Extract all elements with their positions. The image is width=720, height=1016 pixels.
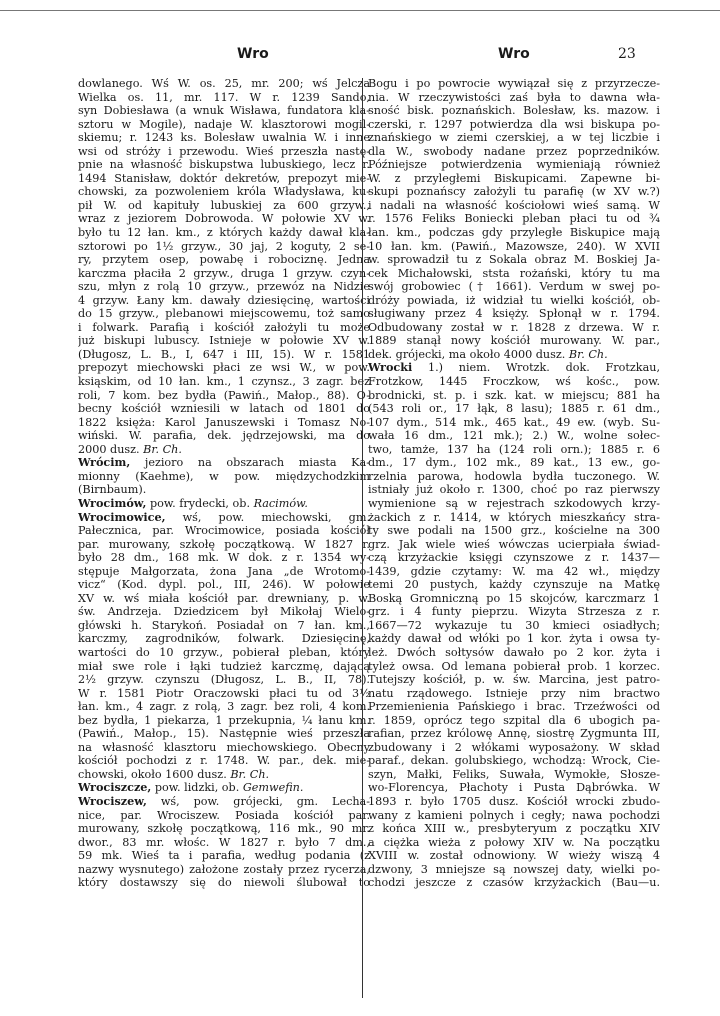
line-text: Tutejszy kościół, p. w. św. Marcina, jest patro-: [368, 673, 660, 687]
text-line: [78, 226, 370, 240]
text-line: [78, 361, 370, 375]
line-text: szu, młyn z rolą 10 grzyw., przewóz na Nidzie: [78, 280, 370, 294]
line-text: mionny (Kaehme), w pow. międzychodzkim: [78, 469, 370, 483]
line-text: 2½ grzyw. czynszu (Długosz, L. B., II, 78).: [78, 673, 370, 687]
line-text: jezioro na obszarach miasta Ka-: [130, 456, 370, 470]
text-line: [368, 321, 660, 335]
line-text: temi 20 pustych, każdy czynszuje na Matkę: [368, 578, 660, 592]
line-text: tyleż owsa. Od lemana pobierał prob. 1 korzec.: [368, 659, 660, 673]
text-line: [368, 876, 660, 890]
line-text: Wielka os. 11, mr. 117. W r. 1239 Sando,: [78, 90, 370, 104]
text-line: [368, 524, 660, 538]
text-line: [78, 375, 370, 389]
line-text: r. 1859, oprócz tego szpital dla 6 ubogich pa-: [368, 713, 660, 727]
text-line: [78, 768, 370, 782]
line-text: r. 1576 Feliks Boniecki pleban płaci tu od ¾: [368, 212, 660, 226]
text-line: [78, 836, 370, 850]
line-text: roli, 7 kom. bez bydła (Pawiń., Małop., 88). O-: [78, 388, 370, 402]
text-line: [368, 267, 660, 281]
line-text: swój grobowiec († 1661). Verdum w swej po-: [368, 280, 660, 294]
line-text: Bogu i po powrocie wywiązał się z przyrzecze-: [368, 77, 660, 90]
line-text: wała 16 dm., 121 mk.); 2.) W., wolne sołec-: [368, 429, 660, 443]
text-line: [368, 294, 660, 308]
text-line: [78, 118, 370, 132]
text-line: [78, 158, 370, 172]
author-signature: Br. Ch.: [568, 347, 608, 361]
line-text: pnie na własność biskupstwa lubuskiego, lecz r.: [78, 158, 370, 172]
line-text: a ciężka wieża z połowy XIV w. Na początku: [368, 835, 660, 849]
line-text: i folwark. Parafią i kościół założyli tu może: [78, 320, 370, 334]
line-text: par. murowany, szkołę początkową. W 1827 r.: [78, 537, 370, 551]
line-text: Późniejsze potwierdzenia wymieniają również: [368, 158, 660, 172]
line-text: dla W., swobody nadane przez poprzedników.: [368, 144, 660, 158]
text-line: [78, 348, 370, 362]
text-line: [368, 226, 660, 240]
author-signature: Racimów.: [253, 496, 308, 510]
text-line: [78, 795, 370, 809]
line-text: rzelnia parowa, hodowla bydła tuczonego. W.: [368, 469, 660, 483]
line-text: pił W. od kapituły lubuskiej za 600 grzyw.,: [78, 198, 370, 212]
author-signature: Br. Ch.: [143, 442, 182, 456]
line-text: chowski, około 1600 dusz.: [78, 767, 227, 781]
line-text: rafian, przez królowę Annę, siostrę Zygmunta III,: [368, 727, 660, 741]
text-line: [368, 456, 660, 470]
line-text: wsi od stróży i przewodu. Wieś przeszła nastę-: [78, 144, 370, 158]
entry-headword: Wrocimowice,: [78, 510, 166, 524]
text-line: [368, 497, 660, 511]
text-line: [368, 741, 660, 755]
text-line: [78, 443, 370, 457]
line-text: żackich z r. 1414, w których mieszkańcy stra-: [368, 510, 660, 524]
line-text: w. sprowadził tu z Sokala obraz M. Boskiej Ja-: [368, 253, 660, 267]
text-line: [368, 158, 660, 172]
line-text: Pałecznica, par. Wrocimowice, posiada kościół: [78, 524, 370, 538]
line-text: two, tamże, 137 ha (124 roli orn.); 1885 r. 6: [368, 442, 660, 456]
line-text: 1494 Stanisław, doktór dekretów, prepozyt mie-: [78, 171, 370, 185]
text-line: [78, 551, 370, 565]
line-text: i nadali na własność kościołowi wieś samą. W: [368, 198, 660, 212]
line-text: Przemienienia Pańskiego i brac. Trzeźwości od: [368, 700, 660, 714]
text-line: [368, 605, 660, 619]
text-line: [368, 863, 660, 877]
text-line: [78, 185, 370, 199]
text-line: [368, 77, 660, 91]
line-text: kościół pochodzi z r. 1748. W. par., dek. mie-: [78, 754, 370, 768]
line-text: 1822 księża: Karol Januszewski i Tomasz No-: [78, 415, 370, 429]
header-right-word: Wro: [498, 46, 530, 62]
text-line: [368, 118, 660, 132]
line-text: szyn, Małki, Feliks, Suwała, Wymokłe, Słosze-: [368, 767, 660, 781]
line-text: dek. grójecki, ma około 4000 dusz.: [368, 347, 566, 361]
right-column: [368, 77, 660, 890]
text-line: [368, 727, 660, 741]
line-text: 10 łan. km. (Pawiń., Mazowsze, 240). W XVII: [368, 239, 660, 253]
line-text: nazwy wysnutego) założone zostały przez rycerza,: [78, 862, 370, 876]
text-line: [368, 578, 660, 592]
text-line: [78, 538, 370, 552]
line-text: dwor., 83 mr. włośc. W 1827 r. było 7 dm.,: [78, 835, 370, 849]
text-line: [368, 809, 660, 823]
text-line: [368, 443, 660, 457]
text-line: [78, 212, 370, 226]
line-text: (Pawiń., Małop., 15). Następnie wieś przeszła: [78, 727, 370, 741]
line-text: dm., 17 dym., 102 mk., 89 kat., 13 ew., go-: [368, 456, 660, 470]
line-text: wany z kamieni polnych i cegły; nawa pochodzi: [368, 808, 660, 822]
line-text: W r. 1581 Piotr Oraczowski płaci tu od 3½: [78, 686, 370, 700]
text-line: [78, 321, 370, 335]
text-line: [368, 361, 660, 375]
line-text: nia. W rzeczywistości zaś była to dawna wła-: [368, 90, 660, 104]
line-text: chodzi jeszcze z czasów krzyżackich (Bau—u.: [368, 876, 660, 890]
line-text: paraf., dekan. golubskiego, wchodzą: Wrock, Cie-: [368, 754, 660, 768]
line-text: murowany, szkołę początkową, 116 mk., 90 mr.: [78, 822, 370, 836]
line-text: W. z przyległemi Biskupicami. Zapewne bi-: [368, 171, 660, 185]
text-line: [368, 781, 660, 795]
text-line: [78, 402, 370, 416]
entry-headword: Wrócim,: [78, 456, 131, 470]
text-line: [78, 605, 370, 619]
text-line: [368, 307, 660, 321]
text-line: [368, 551, 660, 565]
text-line: [78, 253, 370, 267]
text-line: [78, 687, 370, 701]
text-line: [368, 253, 660, 267]
text-line: [368, 429, 660, 443]
line-text: sługiwany przez 4 księży. Spłonął w r. 1794.: [368, 307, 660, 321]
line-text: sztorowi po 1½ grzyw., 30 jaj, 2 koguty, 2 se-: [78, 239, 370, 253]
line-text: czerski, r. 1297 potwierdza dla wsi biskupa po-: [368, 117, 660, 131]
line-text: 4 grzyw. Łany km. dawały dziesięcinę, wartości: [78, 293, 370, 307]
text-line: [78, 714, 370, 728]
text-line: [368, 280, 660, 294]
page-number: 23: [618, 46, 636, 62]
line-text: wartości do 10 grzyw., pobierał pleban, który: [78, 645, 370, 659]
text-line: [368, 131, 660, 145]
text-line: [78, 267, 370, 281]
text-line: [78, 863, 370, 877]
text-line: [78, 131, 370, 145]
entry-headword: Wrocki: [368, 361, 413, 375]
text-line: [78, 334, 370, 348]
line-text: wś, pow. grójecki, gm. Lecha-: [146, 794, 370, 808]
text-line: [78, 77, 370, 91]
text-line: [368, 511, 660, 525]
text-line: [368, 402, 660, 416]
text-line: [368, 849, 660, 863]
entry-headword: Wrocimów,: [78, 496, 147, 510]
line-text: karczma płaciła 2 grzyw., druga 1 grzyw. czyn-: [78, 266, 370, 280]
line-text: Frotzkow, 1445 Froczkow, wś kośc., pow.: [368, 375, 660, 389]
text-line: [78, 470, 370, 484]
line-text: wymienione są w rejestrach szkodowych krzy-: [368, 496, 660, 510]
text-line: [368, 836, 660, 850]
line-text: karczmy, zagrodników, folwark. Dziesięcinę,: [78, 632, 370, 646]
line-text: czą krzyżackie księgi czynszowe z r. 1437—: [368, 551, 660, 565]
text-line: [78, 578, 370, 592]
line-text: było tu 12 łan. km., z których każdy dawał kla-: [78, 226, 370, 240]
line-text: prepozyt miechowski płaci ze wsi W., w pow.: [78, 361, 370, 375]
text-line: [368, 416, 660, 430]
line-text: stępuje Małgorzata, żona Jana „de Wrotomo-: [78, 564, 370, 578]
text-line: [368, 619, 660, 633]
line-text: już biskupi lubuscy. Istnieje w połowie XV w.: [78, 334, 370, 348]
line-text: na własność klasztoru miechowskiego. Obecny: [78, 740, 370, 754]
line-text: syn Dobiesława (a wnuk Wisława, fundatora kla-: [78, 104, 370, 118]
line-text: grz. Jak wiele wieś wówczas ucierpiała świad-: [368, 537, 660, 551]
line-text: ksiąskim, od 10 łan. km., 1 czynsz., 3 zagr. bez: [78, 375, 370, 389]
text-line: [368, 334, 660, 348]
header-left-word: Wro: [237, 46, 269, 62]
line-text: 1893 r. było 1705 dusz. Kościół wrocki zbudo-: [368, 794, 660, 808]
line-text: Odbudowany został w r. 1828 z drzewa. W r.: [368, 320, 660, 334]
line-text: (Birnbaum).: [78, 483, 147, 497]
line-text: wo-Florencya, Płachoty i Pusta Dąbrówka. W: [368, 781, 660, 795]
line-text: cek Michałowski, ststa rożański, który tu ma: [368, 266, 660, 280]
text-line: [78, 809, 370, 823]
text-line: [78, 497, 370, 511]
entry-headword: Wrociszcze,: [78, 781, 152, 795]
line-text: do 15 grzyw., plebanowi miejscowemu, toż samo: [78, 307, 370, 321]
line-text: wiński. W. parafia, dek. jędrzejowski, ma do: [78, 429, 370, 443]
text-line: [78, 483, 370, 497]
text-line: [78, 673, 370, 687]
text-line: [78, 849, 370, 863]
text-line: [78, 389, 370, 403]
author-signature: Br. Ch.: [230, 767, 270, 781]
line-text: było 28 dm., 168 mk. W dok. z r. 1354 wy-: [78, 551, 370, 565]
text-line: [368, 646, 660, 660]
line-text: 1.) niem. Wrotzk. dok. Frotzkau,: [412, 361, 660, 375]
text-line: [368, 185, 660, 199]
text-line: [78, 511, 370, 525]
line-text: św. Andrzeja. Dziedzicem był Mikołaj Wielo-: [78, 605, 370, 619]
text-line: [368, 483, 660, 497]
line-text: (543 roli or., 17 łąk, 8 lasu); 1885 r. 61 dm.,: [368, 402, 660, 416]
text-line: [368, 145, 660, 159]
text-line: [78, 104, 370, 118]
text-line: [78, 145, 370, 159]
line-text: 1889 stanął nowy kościół murowany. W. par.,: [368, 334, 660, 348]
text-line: [78, 781, 370, 795]
text-line: [78, 754, 370, 768]
text-line: [78, 456, 370, 470]
line-text: XV w. wś miała kościół par. drewniany, p. w.: [78, 591, 370, 605]
line-text: 1439, gdzie czytamy: W. ma 42 wł., między: [368, 564, 660, 578]
text-line: [78, 280, 370, 294]
text-line: [78, 524, 370, 538]
line-text: łan. km., podczas gdy przyległe Biskupice mają: [368, 226, 660, 240]
text-line: [78, 416, 370, 430]
line-text: skiemu; r. 1243 ks. Bolesław uwalnia W. i inne: [78, 131, 370, 145]
text-line: [368, 687, 660, 701]
column-divider: [362, 78, 363, 998]
text-line: [78, 240, 370, 254]
line-text: XVIII w. został odnowiony. W wieży wiszą 4: [368, 849, 660, 863]
text-line: [78, 632, 370, 646]
line-text: 2000 dusz.: [78, 442, 140, 456]
entry-headword: Wrociszew,: [78, 794, 147, 808]
text-line: [78, 646, 370, 660]
line-text: pow. frydecki, ob.: [146, 496, 250, 510]
text-line: [78, 876, 370, 890]
line-text: (Długosz, L. B., I, 647 i III, 15). W r. 1581: [78, 347, 370, 361]
line-text: 1667—72 wykazuje tu 30 kmieci osiadłych;: [368, 618, 660, 632]
text-line: [78, 429, 370, 443]
text-line: [78, 619, 370, 633]
line-text: miał swe role i łąki tudzież karczmę, dającą: [78, 659, 370, 673]
line-text: dzwony, 3 mniejsze są nowszej daty, wielki po-: [368, 862, 660, 876]
text-line: [368, 470, 660, 484]
line-text: becny kościół wzniesili w latach od 1801 do: [78, 402, 370, 416]
text-line: [78, 172, 370, 186]
text-line: [78, 307, 370, 321]
line-text: każdy dawał od włóki po 1 kor. żyta i owsa ty-: [368, 632, 660, 646]
line-text: bez bydła, 1 piekarza, 1 przekupnia, ¼ łanu km.: [78, 713, 370, 727]
line-text: leż. Dwóch sołtysów dawało po 2 kor. żyta i: [368, 645, 660, 659]
text-line: [368, 714, 660, 728]
text-line: [368, 660, 660, 674]
text-line: [368, 212, 660, 226]
text-line: [368, 822, 660, 836]
text-line: [78, 822, 370, 836]
text-line: [78, 91, 370, 105]
line-text: skupi poznańscy założyli tu parafię (w XV w.?): [368, 185, 660, 199]
line-text: wś, pow. miechowski, gm.: [165, 510, 370, 524]
text-line: [78, 592, 370, 606]
line-text: Boską Gromniczną po 15 skojców, karczmarz 1: [368, 591, 660, 605]
text-line: [368, 91, 660, 105]
text-line: [368, 768, 660, 782]
line-text: 59 mk. Wieś ta i parafia, według podania (z: [78, 849, 370, 863]
line-text: ry, przytem osep, powabę i robociznę. Jedna: [78, 253, 370, 267]
line-text: łan. km., 4 zagr. z rolą, 3 zagr. bez roli, 4 kom.: [78, 700, 370, 714]
text-line: [368, 199, 660, 213]
text-line: [78, 294, 370, 308]
text-line: [368, 565, 660, 579]
top-rule: [0, 10, 720, 11]
line-text: główski h. Starykoń. Posiadał on 7 łan. km.,: [78, 618, 370, 632]
text-line: [78, 700, 370, 714]
text-line: [368, 673, 660, 687]
line-text: dróży powiada, iż widział tu wielki kościół, ob-: [368, 293, 660, 307]
text-line: [368, 389, 660, 403]
running-header: [0, 46, 720, 72]
text-line: [78, 199, 370, 213]
text-line: [368, 375, 660, 389]
text-line: [368, 632, 660, 646]
text-line: [78, 660, 370, 674]
line-text: brodnicki, st. p. i szk. kat. w miejscu; 881 ha: [368, 388, 660, 402]
line-text: 107 dym., 514 mk., 465 kat., 49 ew. (wyb. Su-: [368, 415, 660, 429]
line-text: chowski, za pozwoleniem króla Władysława, ku-: [78, 185, 370, 199]
text-line: [368, 700, 660, 714]
line-text: vicz“ (Kod. dypl. pol., III, 246). W połowie: [78, 578, 370, 592]
text-line: [78, 565, 370, 579]
text-line: [78, 727, 370, 741]
line-text: zbudowany i 2 włókami wyposażony. W skład: [368, 740, 660, 754]
line-text: nice, par. Wrociszew. Posiada kościół par.: [78, 808, 370, 822]
text-line: [78, 741, 370, 755]
line-text: pow. lidzki, ob.: [151, 781, 240, 795]
text-line: [368, 348, 660, 362]
text-line: [368, 104, 660, 118]
line-text: natu rządowego. Istnieje przy nim bractwo: [368, 686, 660, 700]
line-text: znańskiego w ziemi czerskiej, a w tej liczbie i: [368, 131, 660, 145]
line-text: z końca XIII w., presbyteryum z początku XIV: [368, 822, 660, 836]
left-column: [78, 77, 370, 890]
line-text: ty swe podali na 1500 grz., kościelne na 300: [368, 524, 660, 538]
line-text: istniały już około r. 1300, choć po raz pierwszy: [368, 483, 660, 497]
text-line: [368, 172, 660, 186]
line-text: dowlanego. Wś W. os. 25, mr. 200; wś Jelcza: [78, 77, 370, 90]
line-text: wraz z jeziorem Dobrowoda. W połowie XV w.: [78, 212, 370, 226]
line-text: sność bisk. poznańskich. Bolesław, ks. mazow. i: [368, 104, 660, 118]
text-line: [368, 592, 660, 606]
line-text: sztoru w Mogile), nadaje W. klasztorowi mogil-: [78, 117, 370, 131]
line-text: który dostawszy się do niewoli ślubował to: [78, 876, 370, 890]
text-line: [368, 538, 660, 552]
text-line: [368, 754, 660, 768]
text-line: [368, 795, 660, 809]
text-line: [368, 240, 660, 254]
line-text: grz. i 4 funty pieprzu. Wizyta Strzesza z r.: [368, 605, 660, 619]
author-signature: Gemwefin.: [242, 781, 304, 795]
